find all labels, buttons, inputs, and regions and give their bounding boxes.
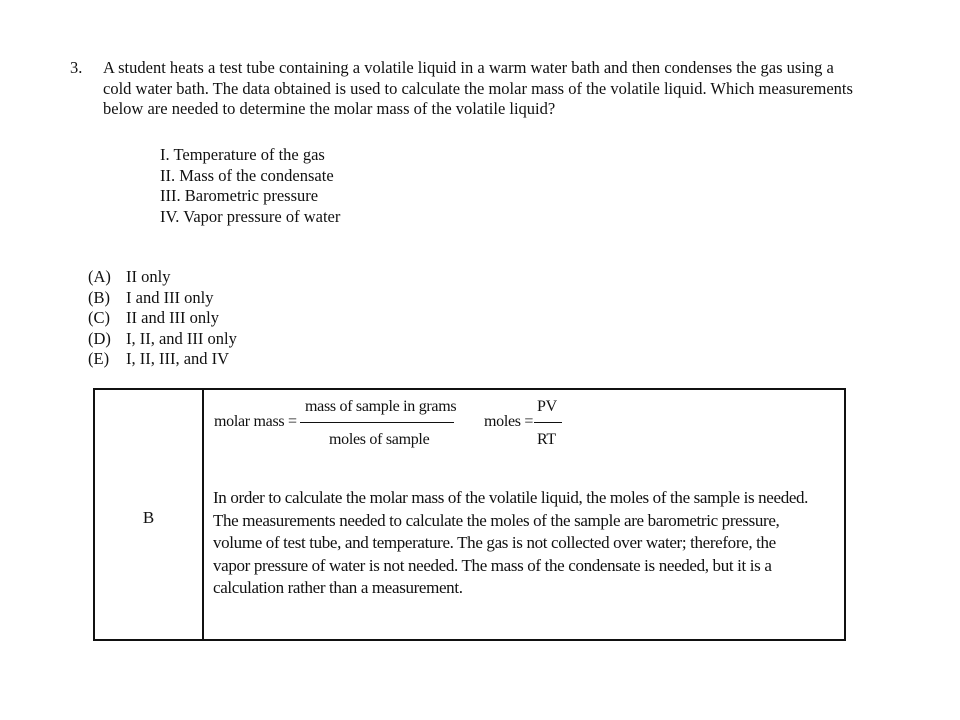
question-stem-line: A student heats a test tube containing a volatile liquid in a warm water bath and then condenses the gas using a	[103, 58, 834, 77]
measurement-item: II. Mass of the condensate	[160, 165, 334, 185]
moles-formula	[484, 398, 584, 448]
question-number: 3.	[70, 58, 83, 77]
choice-text: II only	[126, 267, 171, 286]
choice-letter: (B)	[88, 287, 110, 307]
answer-key-cell	[95, 390, 204, 639]
choice-letter: (A)	[88, 267, 111, 286]
choice-text: II and III only	[126, 308, 220, 327]
explanation-line: volume of test tube, and temperature. The gas is not collected over water; therefore, the	[213, 533, 776, 552]
explanation-line: In order to calculate the molar mass of the volatile liquid, the moles of the sample is needed.	[213, 488, 809, 507]
question-stem-line: below are needed to determine the molar mass of the volatile liquid?	[103, 99, 556, 118]
measurement-item: I. Temperature of the gas	[160, 145, 325, 164]
measurement-item: IV. Vapor pressure of water	[160, 206, 341, 226]
fraction-bar	[534, 422, 562, 423]
explanation-text	[213, 487, 853, 600]
choice-letter: (D)	[88, 328, 111, 348]
explanation-line: calculation rather than a measurement.	[213, 578, 463, 597]
explanation-line: vapor pressure of water is not needed. The mass of the condensate is needed, but it is a	[213, 555, 772, 575]
moles-numerator: PV	[537, 398, 557, 415]
choice-text: I, II, and III only	[126, 328, 237, 348]
measurement-item: III. Barometric pressure	[160, 186, 319, 205]
answer-table	[93, 388, 846, 641]
measurement-list	[160, 145, 340, 227]
question-stem-line: cold water bath. The data obtained is used to calculate the molar mass of the volatile liquid. Which measurements	[103, 78, 853, 98]
moles-label: moles =	[484, 413, 534, 430]
choice-letter: (C)	[88, 308, 110, 327]
molar-mass-label: molar mass =	[214, 413, 297, 430]
moles-denominator: RT	[537, 431, 556, 448]
explanation-cell	[204, 390, 844, 639]
answer-key-letter: B	[142, 508, 155, 527]
fraction-bar	[300, 422, 454, 423]
molar-mass-formula	[214, 398, 464, 448]
molar-mass-denominator: moles of sample	[329, 431, 430, 448]
choice-letter: (E)	[88, 349, 110, 368]
molar-mass-numerator: mass of sample in grams	[305, 398, 457, 415]
explanation-line: The measurements needed to calculate the moles of the sample are barometric pressure,	[213, 510, 780, 530]
choice-text: I and III only	[126, 287, 214, 307]
question-stem	[103, 58, 939, 120]
choice-text: I, II, III, and IV	[126, 349, 230, 368]
